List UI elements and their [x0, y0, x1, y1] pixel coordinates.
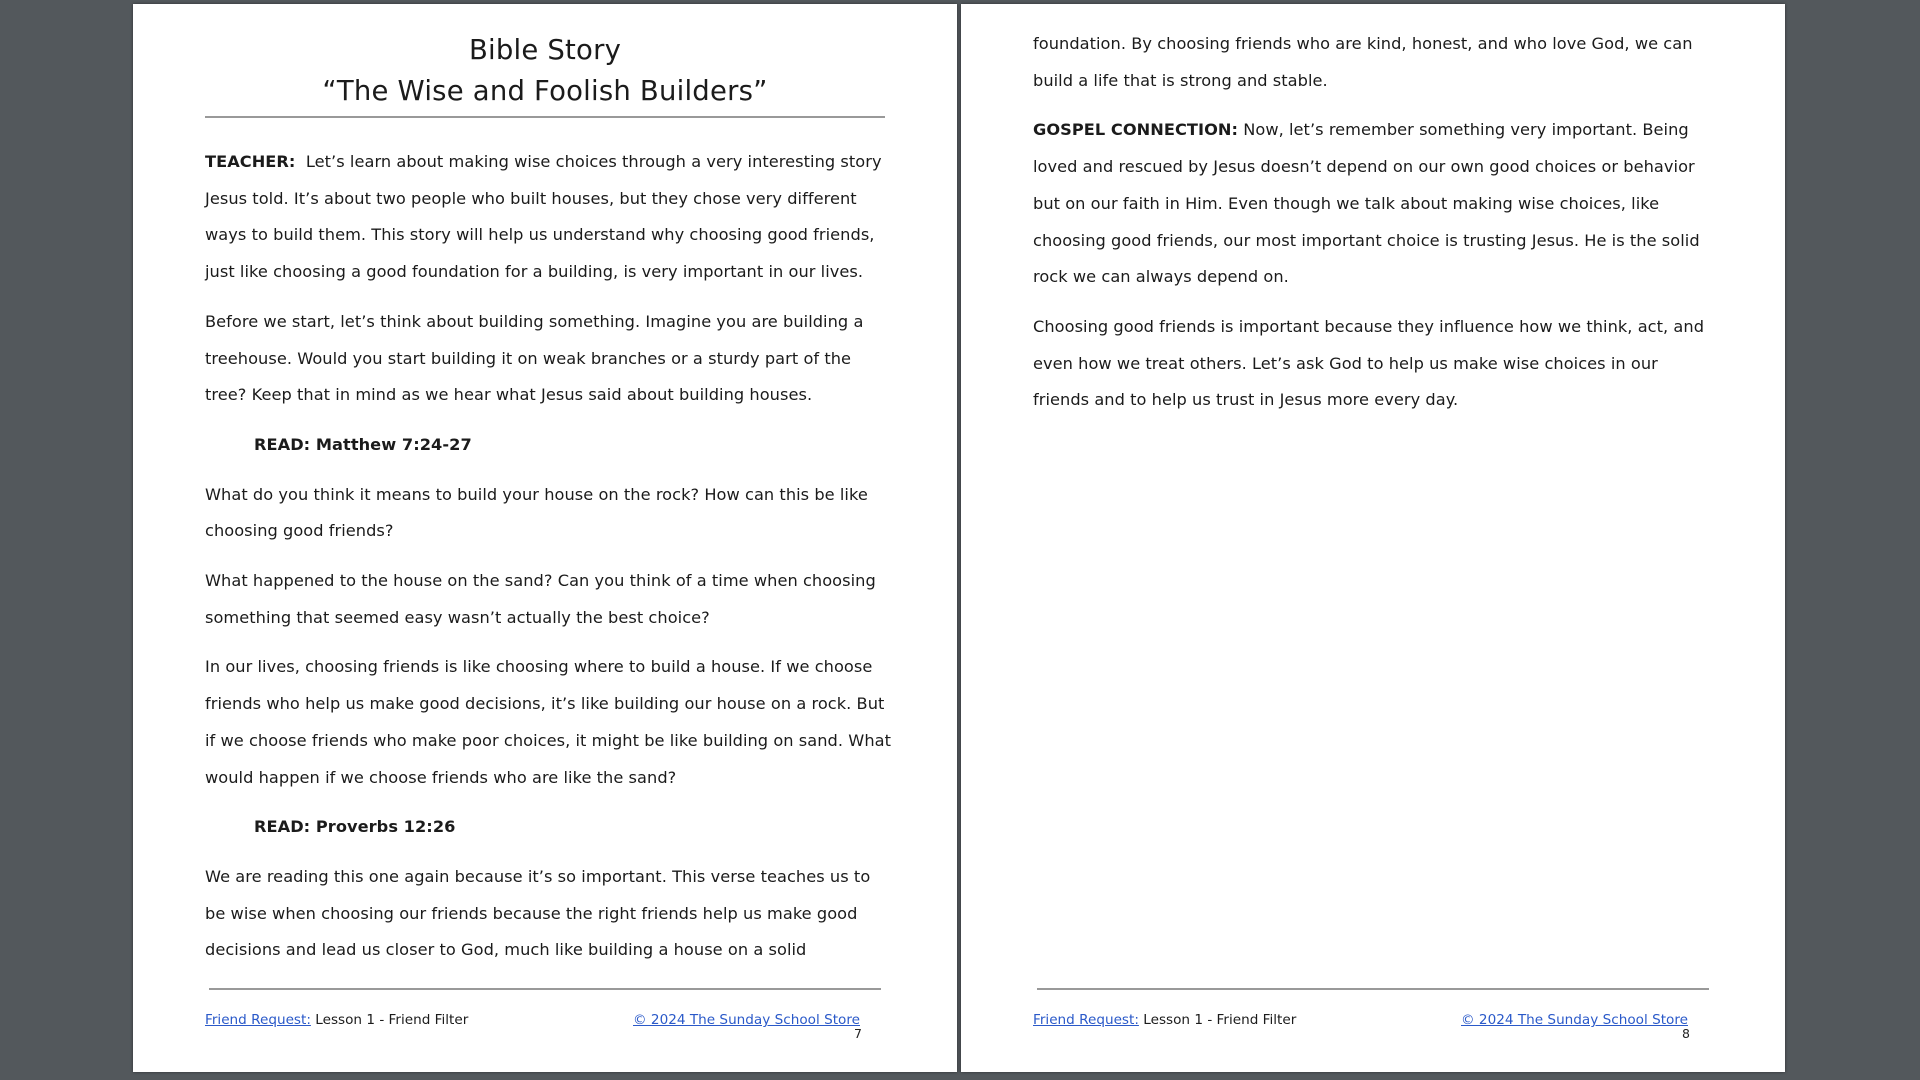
read-proverbs: READ: Proverbs 12:26 [254, 817, 456, 837]
closing-paragraph: Choosing good friends is important because they influence how we think, act, and even how we treat others. Let’s ask God to help us make wise choices in our friends and to help us trust in Jesus more every day. [1033, 316, 1705, 410]
copyright-link[interactable]: © 2024 The Sunday School Store [1461, 1012, 1688, 1028]
copyright-link[interactable]: © 2024 The Sunday School Store [633, 1012, 860, 1028]
footer-divider [1037, 988, 1709, 990]
page-title [205, 30, 885, 112]
footer-copyright [1461, 1012, 1688, 1029]
friend-request-link[interactable]: Friend Request: [205, 1012, 311, 1028]
footer-copyright [633, 1012, 860, 1029]
page-number: 7 [854, 1026, 862, 1041]
title-divider [205, 116, 885, 118]
footer-lesson [1033, 1012, 1296, 1029]
page-number: 8 [1682, 1026, 1690, 1041]
friend-request-link[interactable]: Friend Request: [1033, 1012, 1139, 1028]
friends-house-paragraph: In our lives, choosing friends is like choosing where to build a house. If we choose friends who help us make good decisions, it’s like building our house on a rock. But if we choose friends who make poor choices, it might be like building on sand. What would happen if we choose friends who are like the sand? [205, 657, 891, 787]
page-body [1033, 26, 1715, 432]
lesson-label: Lesson 1 - Friend Filter [310, 1012, 469, 1028]
foundation-paragraph: foundation. By choosing friends who are kind, honest, and who love God, we can build a life that is strong and stable. [1033, 34, 1693, 90]
gospel-text: Now, let’s remember something very important. Being loved and rescued by Jesus doesn’t depend on our own good choices or behavior but on our faith in Him. Even though we talk about making wise choices, like choosing good friends, our most important choice is trusting Jesus. He is the solid rock we can always depend on. [1033, 120, 1700, 287]
sand-question-paragraph: What happened to the house on the sand? Can you think of a time when choosing something that seemed easy wasn’t actually the best choice? [205, 571, 876, 627]
treehouse-paragraph: Before we start, let’s think about building something. Imagine you are building a treehouse. Would you start building it on weak branches or a sturdy part of the tree? Keep that in mind as we hear what Jesus said about building houses. [205, 311, 864, 405]
document-page-8 [961, 4, 1785, 1072]
footer-divider [209, 988, 881, 990]
document-page-7 [133, 4, 957, 1072]
lesson-label: Lesson 1 - Friend Filter [1138, 1012, 1297, 1028]
gospel-label: GOSPEL CONNECTION: [1033, 120, 1238, 140]
page-body [205, 144, 891, 982]
teacher-paragraph [205, 144, 891, 291]
title-line-1: Bible Story [468, 34, 622, 66]
read-matthew: READ: Matthew 7:24-27 [254, 434, 472, 454]
title-line-2: “The Wise and Foolish Builders” [322, 75, 768, 107]
teacher-text: Let’s learn about making wise choices through a very interesting story Jesus told. It’s about two people who built houses, but they chose very different ways to build them. This story will help us understand why choosing good friends, just like choosing a good foundation for a building, is very important in our lives. [205, 152, 882, 282]
footer-lesson [205, 1012, 468, 1029]
teacher-label: TEACHER: [205, 152, 296, 171]
rock-question-paragraph: What do you think it means to build your house on the rock? How can this be like choosing good friends? [205, 484, 868, 541]
verse-paragraph: We are reading this one again because it’s so important. This verse teaches us to be wise when choosing our friends because the right friends help us make good decisions and lead us closer to God, much like building a house on a solid [205, 866, 871, 960]
gospel-paragraph [1033, 112, 1715, 296]
